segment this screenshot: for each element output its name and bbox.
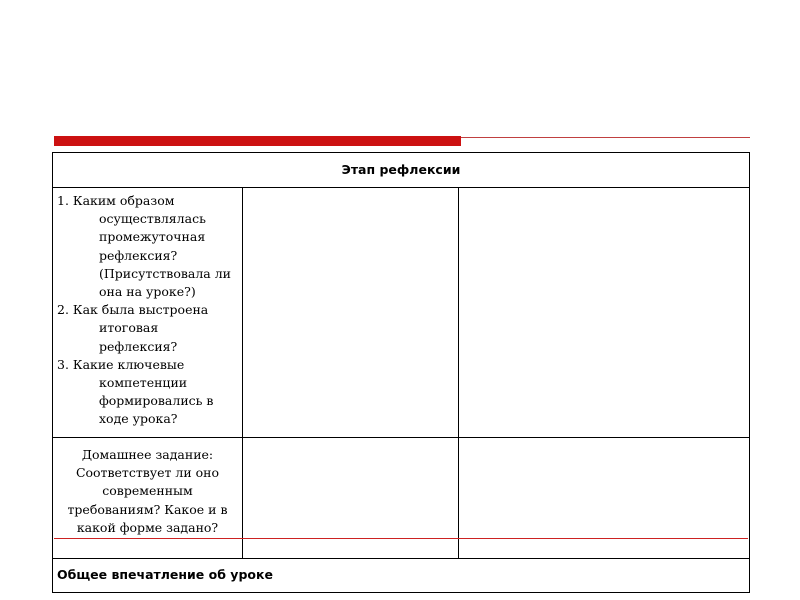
decorative-thin-line [461,137,750,138]
empty-cell [459,438,750,559]
question-item: 1. Каким образом осуществлялась промежуточная рефлексия? (Присутствовала ли она на уроке?) [57,193,231,300]
impression-cell: Общее впечатление об уроке [53,559,750,593]
question-item: 3. Какие ключевые компетенции формировались в ходе урока? [57,356,214,427]
question-item: 2. Как была выстроена итоговая рефлексия? [57,302,209,354]
questions-row [53,188,750,438]
questions-cell [53,188,243,438]
decorative-overlay-line [54,538,748,539]
empty-cell [243,438,459,559]
questions-list [57,192,238,429]
header-row [53,153,750,188]
empty-cell [243,188,459,438]
reflection-table [52,152,750,593]
empty-cell [459,188,750,438]
table-header: Этап рефлексии [53,153,750,188]
decorative-red-bar [54,136,461,146]
impression-row [53,559,750,593]
homework-row [53,438,750,559]
homework-cell: Домашнее задание: Соответствует ли оно современным требованиям? Какое и в какой форме задано? [53,438,243,559]
